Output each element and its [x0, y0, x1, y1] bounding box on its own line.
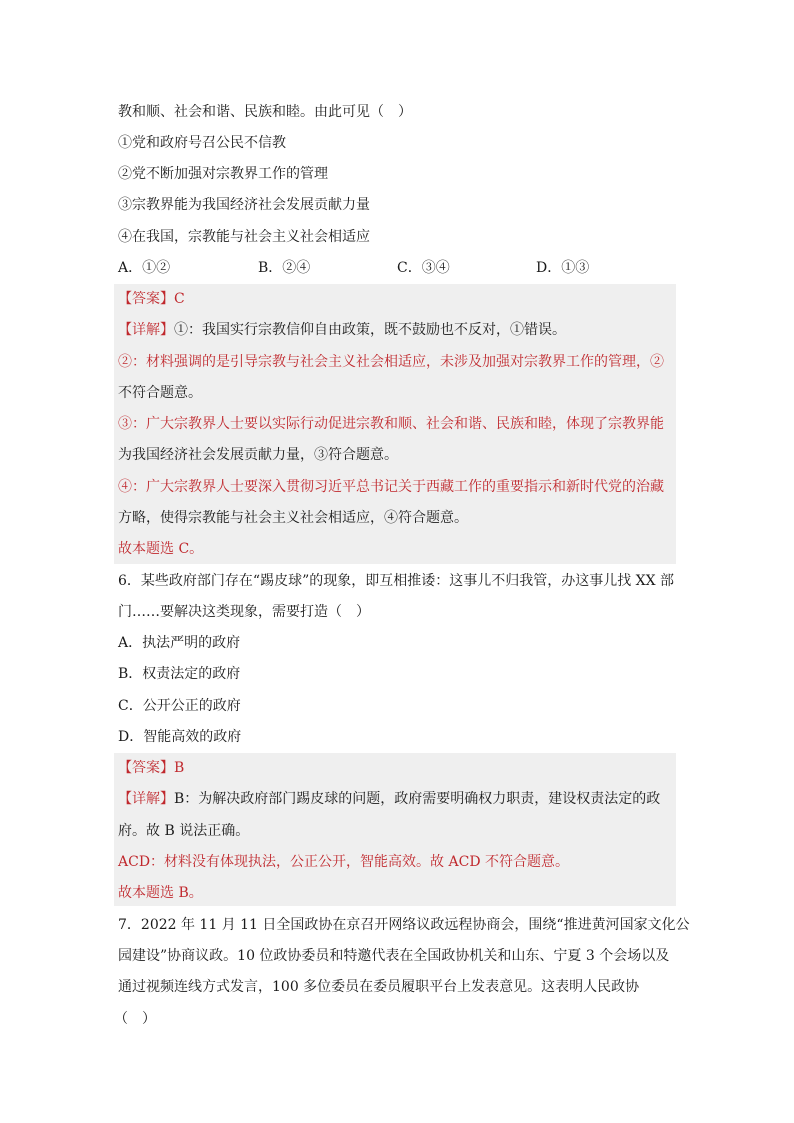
- q6-option-b: B．权责法定的政府: [118, 666, 241, 682]
- q6-detail-first: [118, 789, 660, 809]
- q7-stem-line: 园建设”协商议政。10 位政协委员和特邀代表在全国政协机关和山东、宁夏 3 个会场以及: [118, 948, 670, 964]
- q6-stem-line: 6．某些政府部门存在“踢皮球”的现象，即互相推诿：这事儿不归我管，办这事儿找 XX 部: [118, 573, 675, 589]
- q7-stem-line: （ ）: [114, 1011, 156, 1027]
- q5-option-c: C．③④: [397, 260, 450, 276]
- q5-detail-line: ④：广大宗教界人士要深入贯彻习近平总书记关于西藏工作的重要指示和新时代党的治藏: [118, 479, 664, 495]
- q5-statement-3: ③宗教界能为我国经济社会发展贡献力量: [118, 197, 370, 213]
- q5-detail-line: 方略，使得宗教能与社会主义社会相适应，④符合题意。: [118, 510, 468, 526]
- detail-tag: 【详解】: [118, 322, 174, 338]
- q6-option-d: D．智能高效的政府: [118, 729, 242, 745]
- q5-detail-line: ③：广大宗教界人士要以实际行动促进宗教和顺、社会和谐、民族和睦，体现了宗教界能: [118, 416, 664, 432]
- q5-statement-4: ④在我国，宗教能与社会主义社会相适应: [118, 229, 370, 245]
- answer-value: B: [174, 760, 185, 776]
- q5-conclusion: 故本题选 C。: [118, 541, 204, 557]
- q5-stem-tail: 教和顺、社会和谐、民族和睦。由此可见（ ）: [118, 104, 412, 120]
- q5-option-b: B．②④: [258, 260, 311, 276]
- q7-stem-line: 通过视频连线方式发言，100 多位委员在委员履职平台上发表意见。这表明人民政协: [118, 979, 640, 995]
- q6-answer: [118, 758, 184, 778]
- q6-stem-line: 门……要解决这类现象，需要打造（ ）: [118, 604, 370, 620]
- q5-statement-1: ①党和政府号召公民不信教: [118, 135, 286, 151]
- q5-answer: [118, 289, 185, 309]
- q5-option-a: A．①②: [118, 260, 171, 276]
- q5-option-d: D．①③: [536, 260, 590, 276]
- detail-text: ①：我国实行宗教信仰自由政策，既不鼓励也不反对，①错误。: [174, 322, 566, 338]
- q5-detail-line: ②：材料强调的是引导宗教与社会主义社会相适应，未涉及加强对宗教界工作的管理，②: [118, 354, 664, 370]
- q6-detail-line: ACD：材料没有体现执法，公正公开，智能高效。故 ACD 不符合题意。: [118, 854, 569, 870]
- answer-tag: 【答案】: [118, 291, 174, 307]
- answer-value: C: [174, 291, 185, 307]
- q5-detail-line: 为我国经济社会发展贡献力量，③符合题意。: [118, 447, 398, 463]
- q5-statement-2: ②党不断加强对宗教界工作的管理: [118, 166, 328, 182]
- answer-tag: 【答案】: [118, 760, 174, 776]
- q6-detail-line: 府。故 B 说法正确。: [118, 823, 250, 839]
- q6-option-c: C．公开公正的政府: [118, 698, 241, 714]
- q6-conclusion: 故本题选 B。: [118, 885, 203, 901]
- detail-tag: 【详解】: [118, 791, 174, 807]
- q6-option-a: A．执法严明的政府: [118, 635, 241, 651]
- detail-text: B：为解决政府部门踢皮球的问题，政府需要明确权力职责，建设权责法定的政: [174, 791, 661, 807]
- q5-detail-first: [118, 320, 566, 340]
- q5-detail-line: 不符合题意。: [118, 385, 202, 401]
- q7-stem-line: 7．2022 年 11 月 11 日全国政协在京召开网络议政远程协商会，围绕“推进黄河国家文化公: [118, 917, 690, 933]
